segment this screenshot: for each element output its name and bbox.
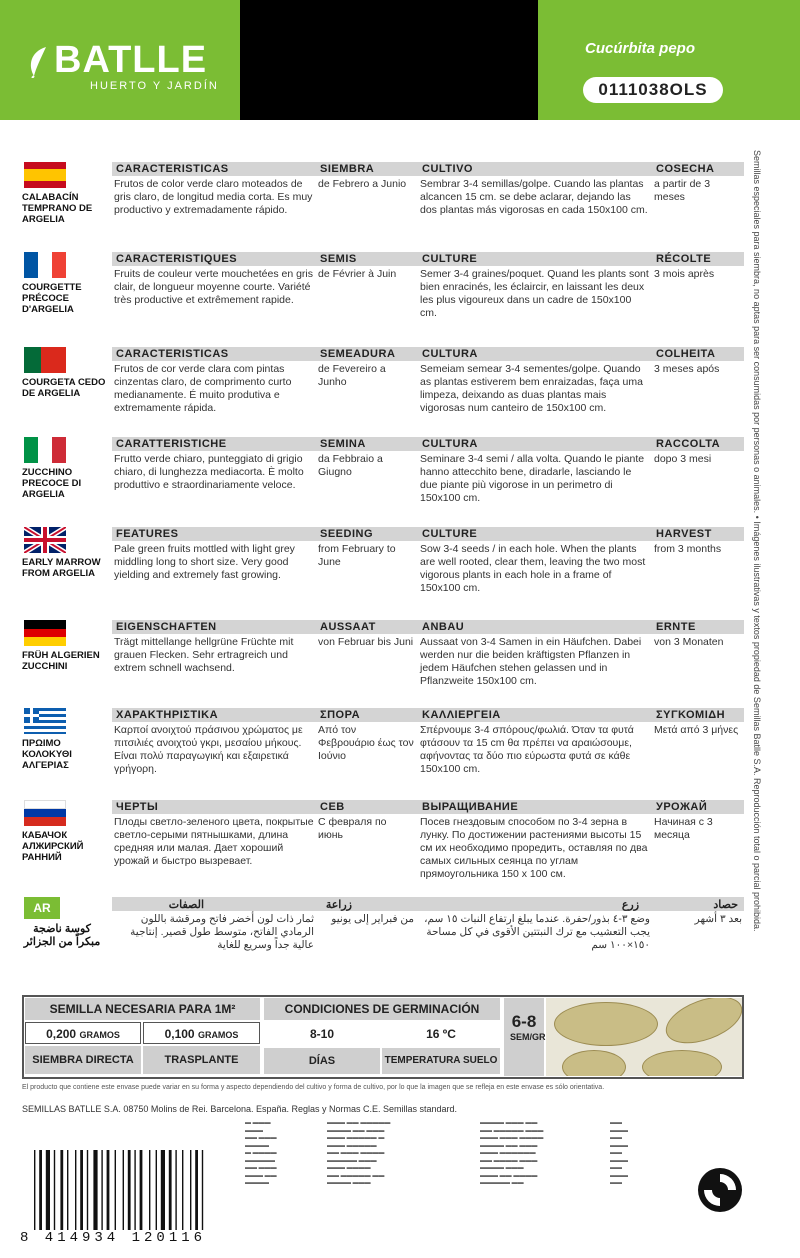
germination-title: CONDICIONES DE GERMINACIÓN <box>264 998 500 1020</box>
column-header: CULTURE <box>422 253 478 265</box>
language-row-portugal <box>22 347 744 435</box>
column-header: HARVEST <box>656 528 712 540</box>
column-cell: Σπέρνουμε 3-4 σπόρους/φωλιά. Όταν τα φυτά φτάσουν τα 15 cm θα πρέπει να αραιώσουμε, αφήνοντας τα δύο πιο εύρωστα φυτά σε κάθε 150x100 cm. <box>420 724 634 775</box>
barcode-bar <box>161 1150 165 1230</box>
arabic-c4: بعد ٣ أشهر <box>694 913 742 925</box>
seed-direct-grams <box>25 1022 141 1044</box>
column-header: EIGENSCHAFTEN <box>116 621 217 633</box>
column-header: ΣΠΟΡΑ <box>320 709 361 721</box>
column-header: УРОЖАЙ <box>656 801 708 813</box>
variety-name: FRÜH ALGERIEN ZUCCHINI <box>22 650 100 672</box>
language-row-greece <box>22 708 744 798</box>
barcode-bar <box>67 1150 68 1230</box>
column-cell: Semeiam semear 3-4 sementes/golpe. Quando as plantas estiverem bem enraizadas, faça uma limpeza, deixando as duas plantas mais vigorosas num canteiro de 150x100 cm. <box>420 363 643 414</box>
company-address: SEMILLAS BATLLE S.A. 08750 Molins de Rei. Barcelona. España. Reglas y Normas C.E. Semillas standard. <box>22 1104 458 1114</box>
flag-uk-icon <box>24 527 66 553</box>
column-cell: Посев гнездовым способом по 3-4 зерна в лунку. По достижении растениями высоты 15 см их необходимо проредить, оставляя по два самых сильных сеянца по углам прямоугольника 150 x 100 см. <box>420 816 648 880</box>
fine-print-col-2: ▬▬▬ ▬▬ ▬▬▬▬▬ ▬▬▬▬ ▬▬ ▬▬▬ ▬▬▬ ▬▬▬▬▬ ▬ ▬▬▬ ▬▬▬▬▬ ▬▬ ▬▬▬ ▬▬▬▬ ▬▬▬▬▬ ▬▬▬ ▬▬▬ ▬▬▬▬ ▬▬ ▬▬▬▬▬ ▬▬ ▬▬▬▬ ▬▬▬ <box>327 1120 391 1186</box>
variety-name: CALABACÍN TEMPRANO DE ARGELIA <box>22 192 93 225</box>
arabic-h4: حصاد <box>713 899 738 911</box>
barcode-bar <box>87 1150 88 1230</box>
column-cell: von 3 Monaten <box>654 636 724 648</box>
column-cell: 3 meses após <box>654 363 720 375</box>
variety-name: COURGETA CEDO DE ARGELIA <box>22 377 106 399</box>
barcode-bar <box>115 1150 116 1230</box>
column-header: CULTURA <box>422 438 478 450</box>
flag-russia-icon <box>24 800 66 826</box>
column-cell: from 3 months <box>654 543 722 555</box>
seeds-per-gram-label: SEM/GR <box>510 1032 546 1042</box>
variety-name: КАБАЧОК АЛЖИРСКИЙ РАННИЙ <box>22 830 84 863</box>
arabic-c3: وضع ٣-٤ بذور/حفرة. عندما يبلغ ارتفاع النبات ١٥ سم، يجب التعشيب مع ترك النبتتين الأقوى في كل مساحة ١٥٠×١٠٠ سم <box>424 913 650 951</box>
column-header-bar <box>112 708 744 722</box>
column-header: SEMINA <box>320 438 366 450</box>
barcode-bar <box>101 1150 102 1230</box>
column-cell: from February to June <box>318 543 396 568</box>
column-cell: Frutos de color verde claro moteados de gris claro, de longitud media corta. Es muy productivo y extremadamente rápido. <box>114 178 313 216</box>
fine-print-col-1: ▬ ▬▬▬ ▬▬▬ ▬▬ ▬▬▬ ▬▬▬▬ ▬ ▬▬▬▬ ▬▬▬▬▬ ▬▬ ▬▬▬ ▬▬▬ ▬▬ ▬▬▬▬ <box>245 1120 277 1186</box>
barcode-bar <box>75 1150 76 1230</box>
species-name: Cucúrbita pepo <box>585 40 696 57</box>
flag-germany-icon <box>24 620 66 646</box>
column-cell: Frutos de cor verde clara com pintas cinzentas claro, de comprimento curto medianamente. É muito produtiva e extremamente rápida. <box>114 363 292 414</box>
arabic-variety-name: كوسة ناضجة مبكراً من الجزائر <box>23 923 101 948</box>
language-row-france <box>22 252 744 344</box>
flag-italy-icon <box>24 437 66 463</box>
language-row-russia <box>22 800 744 890</box>
language-row-italy <box>22 437 744 525</box>
brand-name: BATLLE <box>54 39 208 81</box>
fine-print-col-3: ▬▬▬▬ ▬▬▬ ▬▬ ▬▬ ▬▬▬▬▬ ▬▬▬ ▬▬▬ ▬▬▬ ▬▬▬▬ ▬▬▬▬ ▬▬ ▬▬▬ ▬▬▬ ▬▬▬▬▬▬ ▬▬ ▬▬▬▬ ▬▬▬ ▬▬▬▬ ▬▬▬ ▬▬▬ ▬▬ ▬▬▬▬ ▬▬▬▬▬ ▬▬ <box>480 1120 544 1186</box>
brand-tagline: HUERTO Y JARDÍN <box>90 80 219 92</box>
column-header: CARACTERISTICAS <box>116 163 229 175</box>
barcode-bar <box>123 1150 124 1230</box>
seed-needed-title: SEMILLA NECESARIA PARA 1M² <box>25 998 260 1020</box>
barcode <box>20 1150 240 1238</box>
variety-name: EARLY MARROW FROM ARGELIA <box>22 557 101 579</box>
product-code: 0111038OLS <box>583 77 723 103</box>
column-cell: a partir de 3 meses <box>654 178 711 203</box>
column-cell: da Febbraio a Giugno <box>318 453 383 478</box>
arabic-h3: زرع <box>621 899 639 911</box>
barcode-bar <box>156 1150 157 1230</box>
column-cell: Frutto verde chiaro, punteggiato di grigio chiaro, di lunghezza mediacorta. È molto produttivo e straordinariamente veloce. <box>114 453 304 491</box>
column-header: ΧΑΡΑΚΤΗΡΙΣΤΙΚΑ <box>116 709 219 721</box>
column-cell: Fruits de couleur verte mouchetées en gris clair, de longueur moyenne courte. Variété très productive et extrêmement rapide. <box>114 268 314 306</box>
barcode-bar <box>107 1150 110 1230</box>
barcode-bar <box>93 1150 97 1230</box>
column-header-bar <box>112 800 744 814</box>
barcode-bar <box>39 1150 42 1230</box>
column-header: ΣΥΓΚΟΜΙΔΗ <box>656 709 726 721</box>
side-legal-label: Semillas especiales para siembra, no aptas para ser consumidas por personas o animales. • Imágenes ilustrativas y textos propiedad de Semillas Batlle S.A. Reproducción total o parcial prohibida. <box>752 150 762 932</box>
column-header: СЕВ <box>320 801 345 813</box>
germination-days: 8-10 <box>264 1022 380 1046</box>
seed-transplant-value: 0,100 <box>164 1027 195 1041</box>
barcode-bar <box>169 1150 172 1230</box>
column-cell: de Février à Juin <box>318 268 397 280</box>
language-row-ar <box>22 897 744 987</box>
leaf-icon <box>28 46 48 78</box>
column-header: ANBAU <box>422 621 465 633</box>
column-cell: de Febrero a Junio <box>318 178 407 190</box>
barcode-number: 8 414934 120116 <box>20 1230 207 1246</box>
column-header: SIEMBRA <box>320 163 375 175</box>
column-cell: Pale green fruits mottled with light grey middling long to short size. Very good yielding and extremely fast growing. <box>114 543 295 581</box>
column-header: CARACTERISTIQUES <box>116 253 238 265</box>
column-cell: dopo 3 mesi <box>654 453 712 465</box>
column-header: COLHEITA <box>656 348 716 360</box>
days-label: DÍAS <box>264 1048 380 1074</box>
seeds-per-gram-value: 6-8 <box>511 1012 537 1031</box>
direct-sowing-label: SIEMBRA DIRECTA <box>25 1046 141 1074</box>
arabic-tag: AR <box>24 897 60 919</box>
column-cell: Sembrar 3-4 semillas/golpe. Cuando las plantas alcancen 15 cm. se debe aclarar, dejando las dos plantas más vigorosas en cada 150x100 cm. <box>420 178 648 216</box>
flag-france-icon <box>24 252 66 278</box>
barcode-bar <box>182 1150 183 1230</box>
fine-print-col-4: ▬▬ ▬▬▬ ▬▬ ▬▬▬ ▬▬ ▬▬▬ ▬▬ ▬▬▬ ▬▬ <box>610 1120 628 1186</box>
column-header-bar <box>112 252 744 266</box>
column-header: ЧЕРТЫ <box>116 801 159 813</box>
gramos-label-2: GRAMOS <box>197 1030 239 1040</box>
column-header: ВЫРАЩИВАНИЕ <box>422 801 519 813</box>
column-cell: Από τον Φεβρουάριο έως τον Ιούνιο <box>318 724 414 762</box>
barcode-bar <box>190 1150 191 1230</box>
column-header-bar <box>112 162 744 176</box>
transplant-label: TRASPLANTE <box>143 1046 260 1074</box>
seeds-per-gram <box>504 998 544 1076</box>
gramos-label-1: GRAMOS <box>79 1030 120 1040</box>
variety-name: ZUCCHINO PRECOCE DI ARGELIA <box>22 467 82 500</box>
barcode-bar <box>134 1150 135 1230</box>
column-cell: Semer 3-4 graines/poquet. Quand les plants sont bien enracinés, les éclaircir, en laissant les deux les plus vigoureux dans un cadre de 150x100 cm. <box>420 268 649 319</box>
soil-temperature-label: TEMPERATURA SUELO <box>382 1048 500 1074</box>
language-row-germany <box>22 620 744 706</box>
arabic-c2: من فبراير إلى يونيو <box>331 913 414 925</box>
column-header-bar <box>112 527 744 541</box>
disclaimer-text: El producto que contiene este envase puede variar en su forma y aspecto dependiendo del cultivo y forma de cultivo, por lo que la imagen que se refleja en este envase es sólo orientativa. <box>22 1084 605 1091</box>
column-cell: Μετά από 3 μήνες <box>654 724 739 736</box>
column-cell: von Februar bis Juni <box>318 636 414 648</box>
barcode-bar <box>34 1150 35 1230</box>
language-row-spain <box>22 162 744 248</box>
column-header: COSECHA <box>656 163 715 175</box>
barcode-bar <box>175 1150 176 1230</box>
column-cell: de Fevereiro a Junho <box>318 363 386 388</box>
column-header: ERNTE <box>656 621 696 633</box>
arabic-header-bar <box>112 897 744 911</box>
barcode-bar <box>202 1150 203 1230</box>
seeds-photo <box>546 998 742 1076</box>
variety-name: COURGETTE PRÉCOCE D'ARGELIA <box>22 282 82 315</box>
header-black-panel <box>240 0 538 120</box>
barcode-bar <box>80 1150 83 1230</box>
column-header: SEMEADURA <box>320 348 396 360</box>
column-header: CARATTERISTICHE <box>116 438 227 450</box>
arabic-h1: الصفات <box>168 899 204 911</box>
language-row-uk <box>22 527 744 617</box>
column-header-bar <box>112 437 744 451</box>
column-cell: Seminare 3-4 semi / alla volta. Quando le piante hanno attecchito bene, diradarle, lasciando le due piante più vigorose in un perimetro di 150x100 cm. <box>420 453 645 504</box>
flag-portugal-icon <box>24 347 66 373</box>
column-cell: 3 mois après <box>654 268 715 280</box>
column-cell: Aussaat von 3-4 Samen in ein Häufchen. Dabei werden nur die beiden kräftigsten Pflanzen in jedem Häufchen stehen gelassen und in Pflanzweite 150x100 cm. <box>420 636 642 687</box>
column-header: AUSSAAT <box>320 621 376 633</box>
column-cell: Плоды светло-зеленого цвета, покрытые светло-серыми пятнышками, длина средняя или малая. Дает хороший урожай и быстро вызревает. <box>114 816 314 867</box>
column-cell: Trägt mittellange hellgrüne Früchte mit grauen Flecken. Sehr ertragreich und extrem schnell wachsend. <box>114 636 294 674</box>
column-header-bar <box>112 620 744 634</box>
arabic-c1: ثمار ذات لون أخضر فاتح ومرقشة باللون الرمادي الفاتح، متوسط طول قصير. إنتاجية عالية جداً وسريع للغاية <box>130 913 314 951</box>
column-header: RACCOLTA <box>656 438 721 450</box>
column-header: CULTURE <box>422 528 478 540</box>
column-header-bar <box>112 347 744 361</box>
column-cell: С февраля по июнь <box>318 816 387 841</box>
column-header: CULTIVO <box>422 163 473 175</box>
seed-transplant-grams <box>143 1022 260 1044</box>
column-header: FEATURES <box>116 528 179 540</box>
barcode-bar <box>140 1150 143 1230</box>
flag-greece-icon <box>24 708 66 734</box>
soil-temperature: 16 ºC <box>382 1022 500 1046</box>
barcode-bar <box>46 1150 50 1230</box>
arabic-h2: زراعة <box>325 899 352 911</box>
side-legal-text <box>752 150 772 1070</box>
column-cell: Καρποί ανοιχτού πράσινου χρώματος με πιτσιλιές ανοιχτού γκρι, μεσαίου μήκους. Είναι πολύ παραγωγική και εξαιρετικά γρήγορη. <box>114 724 303 775</box>
column-header: ΚΑΛΛΙΕΡΓΕΙΑ <box>422 709 501 721</box>
green-dot-recycle-icon <box>698 1168 742 1212</box>
barcode-bar <box>54 1150 55 1230</box>
column-header: SEMIS <box>320 253 357 265</box>
column-cell: Sow 3-4 seeds / in each hole. When the plants are well rooted, clear them, leaving the two most vigorous plants in each hole in a frame of 150x100 cm. <box>420 543 646 594</box>
column-header: CARACTERISTICAS <box>116 348 229 360</box>
flag-spain-icon <box>24 162 66 188</box>
seed-direct-value: 0,200 <box>46 1027 77 1041</box>
barcode-bar <box>149 1150 150 1230</box>
column-header: CULTURA <box>422 348 478 360</box>
column-cell: Начиная с 3 месяца <box>654 816 713 841</box>
variety-name: ΠΡΩΙΜΟ ΚΟΛΟΚΥΘΙ ΑΛΓΕΡΙΑΣ <box>22 738 72 771</box>
barcode-bar <box>128 1150 131 1230</box>
column-header: SEEDING <box>320 528 374 540</box>
barcode-bar <box>195 1150 198 1230</box>
column-header: RÉCOLTE <box>656 253 712 265</box>
barcode-bar <box>60 1150 63 1230</box>
